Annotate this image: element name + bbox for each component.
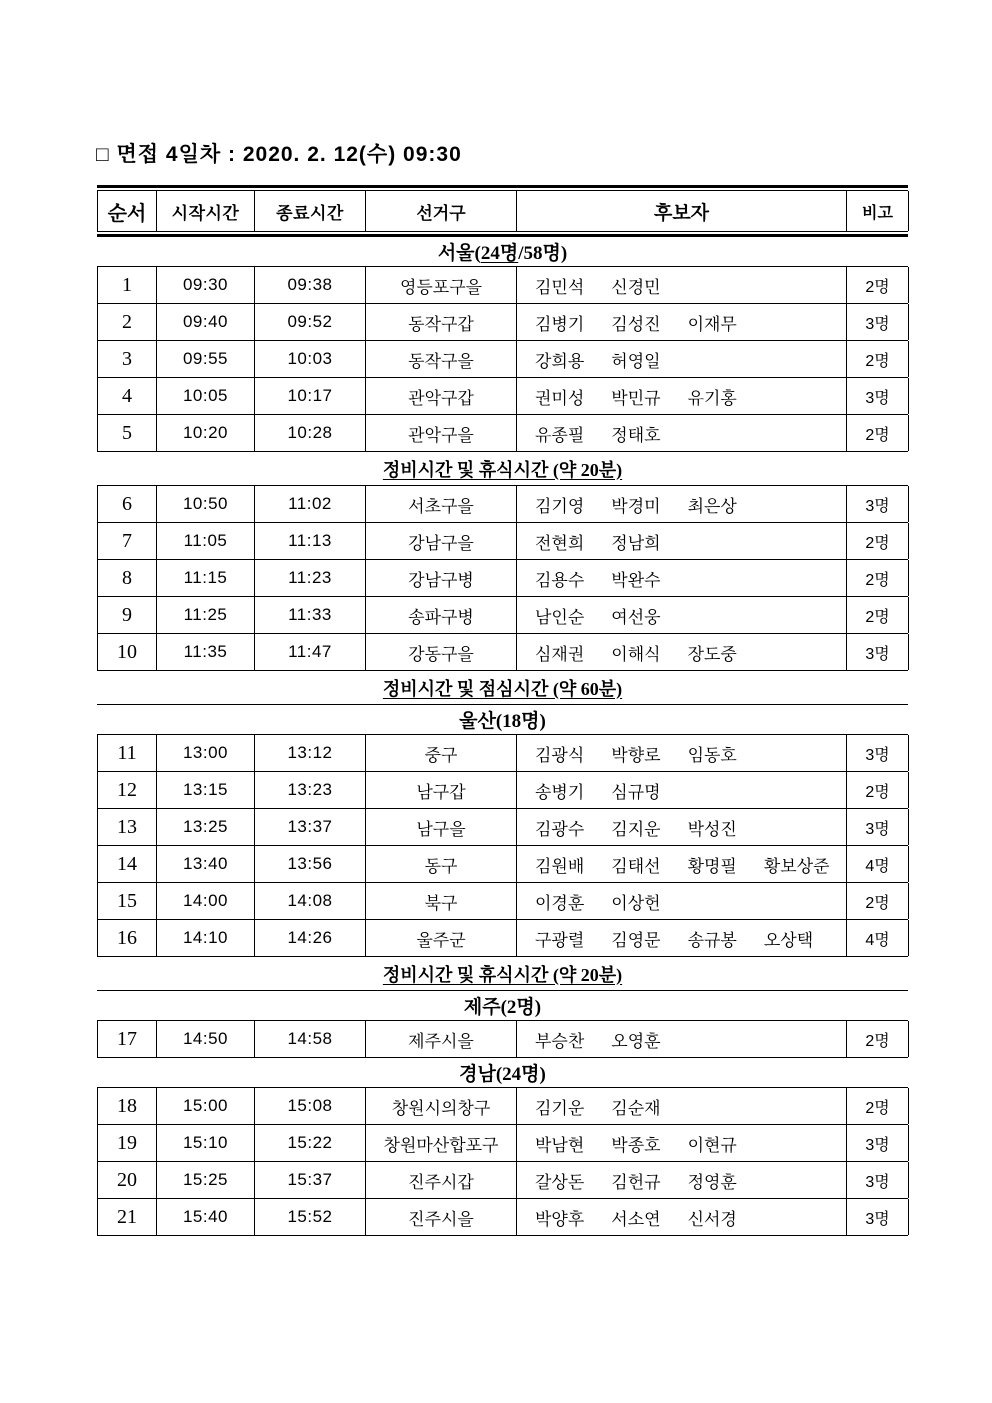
table-body	[97, 237, 908, 1236]
start-time-cell: 10:05	[157, 378, 255, 414]
candidate-name: 정영훈	[687, 1172, 737, 1192]
candidate-name: 황보상준	[763, 856, 830, 876]
note-cell: 3명	[847, 634, 909, 670]
end-time-cell: 10:03	[255, 341, 366, 377]
section-title-text: 울산(18명)	[459, 711, 546, 732]
candidate-name: 서소연	[611, 1209, 661, 1229]
candidate-name: 오영훈	[611, 1031, 661, 1051]
candidates-cell	[517, 772, 847, 808]
end-time-cell: 10:17	[255, 378, 366, 414]
candidate-name: 임동호	[687, 745, 737, 765]
candidate-name: 김헌규	[611, 1172, 661, 1192]
candidates-cell	[517, 486, 847, 522]
candidate-name: 황명필	[687, 856, 737, 876]
candidate-name: 유종필	[535, 425, 585, 445]
candidate-name: 박향로	[611, 745, 661, 765]
candidates-cell	[517, 809, 847, 845]
table-row	[97, 267, 908, 304]
table-row	[97, 304, 908, 341]
end-time-cell: 13:56	[255, 846, 366, 882]
note-cell: 2명	[847, 523, 909, 559]
end-time-cell: 14:58	[255, 1021, 366, 1057]
candidates-cell	[517, 1021, 847, 1057]
start-time-cell: 09:30	[157, 267, 255, 303]
candidate-name: 심재권	[535, 644, 585, 664]
table-row	[97, 341, 908, 378]
candidate-name: 장도중	[687, 644, 737, 664]
table-row	[97, 378, 908, 415]
start-time-cell: 13:25	[157, 809, 255, 845]
order-cell: 18	[98, 1088, 157, 1124]
column-header-district: 선거구	[366, 191, 517, 231]
candidate-name: 김성진	[611, 314, 661, 334]
candidates-cell	[517, 735, 847, 771]
start-time-cell: 15:10	[157, 1125, 255, 1161]
candidate-name: 박종호	[611, 1135, 661, 1155]
section-title-text: 서울(	[437, 243, 481, 264]
candidate-name: 김영문	[611, 930, 661, 950]
break-row	[97, 957, 908, 991]
order-cell: 6	[98, 486, 157, 522]
start-time-cell: 11:15	[157, 560, 255, 596]
order-cell: 17	[98, 1021, 157, 1057]
district-cell: 창원시의창구	[366, 1088, 517, 1124]
table-row	[97, 597, 908, 634]
order-cell: 15	[98, 883, 157, 919]
table-row	[97, 486, 908, 523]
district-cell: 동구	[366, 846, 517, 882]
section-title-text: /58명)	[518, 243, 568, 264]
break-row	[97, 671, 908, 705]
district-cell: 송파구병	[366, 597, 517, 633]
candidate-name: 유기홍	[687, 388, 737, 408]
table-row	[97, 560, 908, 597]
order-cell: 3	[98, 341, 157, 377]
note-cell: 3명	[847, 304, 909, 340]
end-time-cell: 10:28	[255, 415, 366, 451]
candidates-cell	[517, 634, 847, 670]
start-time-cell: 10:20	[157, 415, 255, 451]
district-cell: 서초구을	[366, 486, 517, 522]
note-cell: 4명	[847, 920, 909, 956]
candidates-cell	[517, 846, 847, 882]
table-row	[97, 1088, 908, 1125]
district-cell: 진주시갑	[366, 1162, 517, 1198]
table-row	[97, 883, 908, 920]
district-cell: 동작구갑	[366, 304, 517, 340]
start-time-cell: 14:00	[157, 883, 255, 919]
candidate-name: 이재무	[687, 314, 737, 334]
note-cell: 2명	[847, 267, 909, 303]
break-row-text: 정비시간 및 휴식시간 (약 20분)	[382, 964, 623, 985]
break-row-text: 정비시간 및 휴식시간 (약 20분)	[382, 459, 623, 480]
order-cell: 4	[98, 378, 157, 414]
start-time-cell: 14:10	[157, 920, 255, 956]
district-cell: 진주시을	[366, 1199, 517, 1235]
order-cell: 21	[98, 1199, 157, 1235]
candidates-cell	[517, 341, 847, 377]
section-title-text: 경남(24명)	[459, 1064, 546, 1085]
order-cell: 12	[98, 772, 157, 808]
section-header-row	[97, 705, 908, 735]
district-cell: 울주군	[366, 920, 517, 956]
page-title: □ 면접 4일차 : 2020. 2. 12(수) 09:30	[96, 143, 462, 166]
district-cell: 강동구을	[366, 634, 517, 670]
candidate-name: 전현희	[535, 533, 585, 553]
end-time-cell: 11:23	[255, 560, 366, 596]
candidate-name: 박경미	[611, 496, 661, 516]
table-row	[97, 809, 908, 846]
order-cell: 19	[98, 1125, 157, 1161]
order-cell: 11	[98, 735, 157, 771]
candidate-name: 송병기	[535, 782, 585, 802]
order-cell: 16	[98, 920, 157, 956]
order-cell: 7	[98, 523, 157, 559]
candidate-name: 김원배	[535, 856, 585, 876]
district-cell: 동작구을	[366, 341, 517, 377]
note-cell: 2명	[847, 1021, 909, 1057]
note-cell: 2명	[847, 560, 909, 596]
end-time-cell: 14:08	[255, 883, 366, 919]
note-cell: 3명	[847, 1199, 909, 1235]
order-cell: 9	[98, 597, 157, 633]
section-header-row	[97, 1058, 908, 1088]
candidate-name: 박양후	[535, 1209, 585, 1229]
end-time-cell: 15:22	[255, 1125, 366, 1161]
order-cell: 13	[98, 809, 157, 845]
end-time-cell: 11:02	[255, 486, 366, 522]
candidates-cell	[517, 304, 847, 340]
end-time-cell: 11:47	[255, 634, 366, 670]
start-time-cell: 15:00	[157, 1088, 255, 1124]
candidate-name: 김민석	[535, 277, 585, 297]
district-cell: 남구갑	[366, 772, 517, 808]
end-time-cell: 15:52	[255, 1199, 366, 1235]
candidate-name: 김광식	[535, 745, 585, 765]
column-header-end-time: 종료시간	[255, 191, 366, 231]
table-row	[97, 415, 908, 452]
table-row	[97, 523, 908, 560]
column-header-note: 비고	[847, 191, 909, 231]
candidate-name: 정남희	[611, 533, 661, 553]
candidates-cell	[517, 1125, 847, 1161]
table-row	[97, 920, 908, 957]
end-time-cell: 13:37	[255, 809, 366, 845]
note-cell: 4명	[847, 846, 909, 882]
column-header-candidates: 후보자	[517, 191, 847, 231]
start-time-cell: 11:05	[157, 523, 255, 559]
candidates-cell	[517, 267, 847, 303]
candidates-cell	[517, 523, 847, 559]
candidate-name: 이현규	[687, 1135, 737, 1155]
note-cell: 2명	[847, 415, 909, 451]
schedule-table	[97, 185, 908, 1236]
candidate-name: 박완수	[611, 570, 661, 590]
end-time-cell: 09:52	[255, 304, 366, 340]
table-row	[97, 1021, 908, 1058]
note-cell: 2명	[847, 597, 909, 633]
candidates-cell	[517, 560, 847, 596]
order-cell: 20	[98, 1162, 157, 1198]
order-cell: 10	[98, 634, 157, 670]
start-time-cell: 13:40	[157, 846, 255, 882]
district-cell: 북구	[366, 883, 517, 919]
start-time-cell: 15:40	[157, 1199, 255, 1235]
candidate-name: 김지운	[611, 819, 661, 839]
candidate-name: 김순재	[611, 1098, 661, 1118]
candidate-name: 강희용	[535, 351, 585, 371]
end-time-cell: 13:23	[255, 772, 366, 808]
start-time-cell: 13:00	[157, 735, 255, 771]
candidate-name: 이해식	[611, 644, 661, 664]
candidate-name: 김태선	[611, 856, 661, 876]
order-cell: 14	[98, 846, 157, 882]
district-cell: 강남구병	[366, 560, 517, 596]
district-cell: 남구을	[366, 809, 517, 845]
section-title-text: 제주(2명)	[463, 997, 542, 1018]
candidate-name: 이상헌	[611, 893, 661, 913]
table-row	[97, 634, 908, 671]
table-row	[97, 1162, 908, 1199]
candidate-name: 정태호	[611, 425, 661, 445]
note-cell: 3명	[847, 1162, 909, 1198]
table-row	[97, 1199, 908, 1236]
note-cell: 2명	[847, 772, 909, 808]
start-time-cell: 13:15	[157, 772, 255, 808]
candidate-name: 부승찬	[535, 1031, 585, 1051]
district-cell: 제주시을	[366, 1021, 517, 1057]
candidate-name: 여선웅	[611, 607, 661, 627]
end-time-cell: 14:26	[255, 920, 366, 956]
candidate-name: 송규봉	[687, 930, 737, 950]
candidates-cell	[517, 1088, 847, 1124]
table-row	[97, 1125, 908, 1162]
candidate-name: 오상택	[763, 930, 814, 950]
candidate-name: 남인순	[535, 607, 585, 627]
column-header-order: 순서	[98, 191, 157, 231]
district-cell: 관악구갑	[366, 378, 517, 414]
district-cell: 강남구을	[366, 523, 517, 559]
note-cell: 2명	[847, 341, 909, 377]
section-header-row	[97, 991, 908, 1021]
candidates-cell	[517, 1162, 847, 1198]
start-time-cell: 11:25	[157, 597, 255, 633]
table-row	[97, 772, 908, 809]
column-header-start-time: 시작시간	[157, 191, 255, 231]
candidates-cell	[517, 415, 847, 451]
note-cell: 2명	[847, 1088, 909, 1124]
order-cell: 8	[98, 560, 157, 596]
candidate-name: 김광수	[535, 819, 585, 839]
start-time-cell: 10:50	[157, 486, 255, 522]
candidates-cell	[517, 883, 847, 919]
candidate-name: 박남현	[535, 1135, 585, 1155]
candidate-name: 신경민	[611, 277, 661, 297]
end-time-cell: 09:38	[255, 267, 366, 303]
note-cell: 3명	[847, 378, 909, 414]
candidates-cell	[517, 597, 847, 633]
start-time-cell: 09:55	[157, 341, 255, 377]
note-cell: 3명	[847, 809, 909, 845]
end-time-cell: 15:08	[255, 1088, 366, 1124]
candidate-name: 신서경	[687, 1209, 737, 1229]
table-row	[97, 846, 908, 883]
end-time-cell: 11:33	[255, 597, 366, 633]
candidate-name: 김기운	[535, 1098, 585, 1118]
note-cell: 2명	[847, 883, 909, 919]
section-header-row	[97, 237, 908, 267]
candidate-name: 갈상돈	[535, 1172, 585, 1192]
break-row	[97, 452, 908, 486]
end-time-cell: 11:13	[255, 523, 366, 559]
district-cell: 중구	[366, 735, 517, 771]
table-header-row	[97, 191, 908, 231]
section-title-underlined: 24명	[480, 243, 519, 264]
start-time-cell: 15:25	[157, 1162, 255, 1198]
end-time-cell: 13:12	[255, 735, 366, 771]
candidate-name: 심규명	[611, 782, 661, 802]
candidate-name: 이경훈	[535, 893, 585, 913]
district-cell: 창원마산합포구	[366, 1125, 517, 1161]
candidate-name: 박민규	[611, 388, 661, 408]
candidates-cell	[517, 378, 847, 414]
note-cell: 3명	[847, 1125, 909, 1161]
start-time-cell: 14:50	[157, 1021, 255, 1057]
candidate-name: 박성진	[687, 819, 737, 839]
candidate-name: 구광렬	[535, 930, 585, 950]
order-cell: 1	[98, 267, 157, 303]
candidates-cell	[517, 920, 847, 956]
district-cell: 관악구을	[366, 415, 517, 451]
break-row-text: 정비시간 및 점심시간 (약 60분)	[382, 678, 623, 699]
start-time-cell: 09:40	[157, 304, 255, 340]
candidate-name: 김병기	[535, 314, 585, 334]
note-cell: 3명	[847, 735, 909, 771]
candidate-name: 허영일	[611, 351, 661, 371]
table-row	[97, 735, 908, 772]
note-cell: 3명	[847, 486, 909, 522]
order-cell: 5	[98, 415, 157, 451]
district-cell: 영등포구을	[366, 267, 517, 303]
end-time-cell: 15:37	[255, 1162, 366, 1198]
start-time-cell: 11:35	[157, 634, 255, 670]
candidate-name: 김용수	[535, 570, 585, 590]
candidate-name: 최은상	[687, 496, 737, 516]
candidates-cell	[517, 1199, 847, 1235]
candidate-name: 김기영	[535, 496, 585, 516]
candidate-name: 권미성	[535, 388, 585, 408]
order-cell: 2	[98, 304, 157, 340]
